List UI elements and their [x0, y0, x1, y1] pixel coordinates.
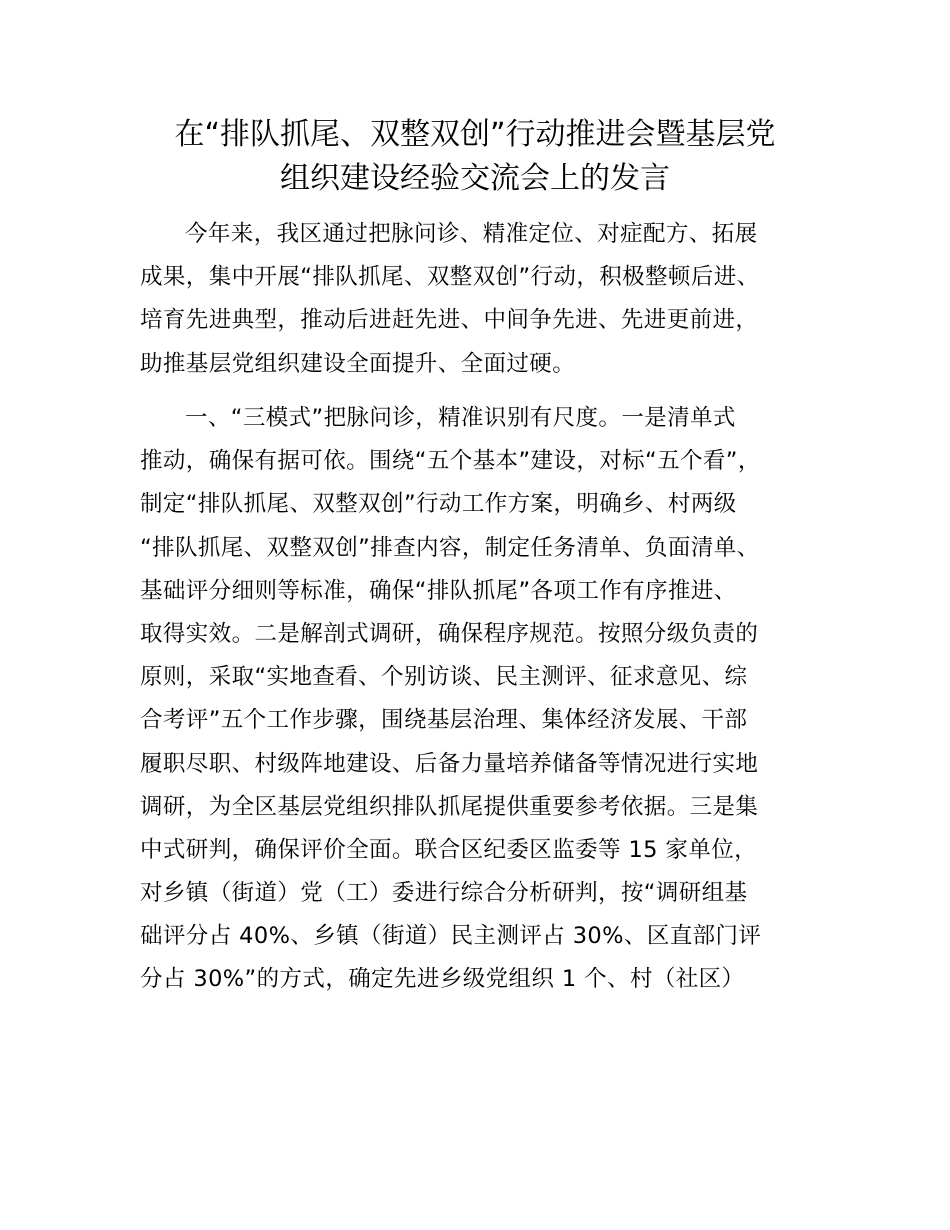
paragraph-line: 推动，确保有据可依。围绕“五个基本”建设，对标“五个看”， [140, 448, 761, 475]
paragraph-line: 制定“排队抓尾、双整双创”行动工作方案，明确乡、村两级 [140, 491, 737, 518]
paragraph-line: 培育先进典型，推动后进赶先进、中间争先进、先进更前进， [140, 307, 759, 334]
title-line-1: 在“排队抓尾、双整双创”行动推进会暨基层党 [174, 117, 776, 152]
document-title [140, 113, 810, 201]
paragraph-line: 基础评分细则等标准，确保“排队抓尾”各项工作有序推进、 [140, 577, 737, 604]
paragraph-line: 础评分占 40%、乡镇（街道）民主测评占 30%、区直部门评 [140, 923, 762, 950]
paragraph-line: 对乡镇（街道）党（工）委进行综合分析研判，按“调研组基 [140, 880, 748, 907]
paragraph-line: 今年来，我区通过把脉问诊、精准定位、对症配方、拓展 [185, 221, 758, 247]
paragraph-line: “排队抓尾、双整双创”排查内容，制定任务清单、负面清单、 [140, 534, 760, 561]
paragraph-line: 分占 30%”的方式，确定先进乡级党组织 1 个、村（社区） [140, 966, 745, 993]
paragraph-line: 履职尽职、村级阵地建设、后备力量培养储备等情况进行实地 [140, 750, 759, 777]
paragraph-line: 中式研判，确保评价全面。联合区纪委区监委等 15 家单位， [140, 836, 758, 863]
paragraph-line: 助推基层党组织建设全面提升、全面过硬。 [140, 350, 576, 377]
paragraph-line: 合考评”五个工作步骤，围绕基层治理、集体经济发展、干部 [140, 707, 748, 734]
paragraph-line: 原则，采取“实地查看、个别访谈、民主测评、征求意见、综 [140, 664, 748, 691]
paragraph-line: 取得实效。二是解剖式调研，确保程序规范。按照分级负责的 [140, 620, 759, 647]
title-line-2: 组织建设经验交流会上的发言 [280, 161, 670, 196]
paragraph-line: 一、“三模式”把脉问诊，精准识别有尺度。一是清单式 [185, 405, 736, 431]
paragraph-line: 成果，集中开展“排队抓尾、双整双创”行动，积极整顿后进、 [140, 264, 760, 291]
paragraph-1 [140, 213, 830, 386]
paragraph-2 [140, 397, 830, 1002]
paragraph-line: 调研，为全区基层党组织排队抓尾提供重要参考依据。三是集 [140, 793, 759, 820]
